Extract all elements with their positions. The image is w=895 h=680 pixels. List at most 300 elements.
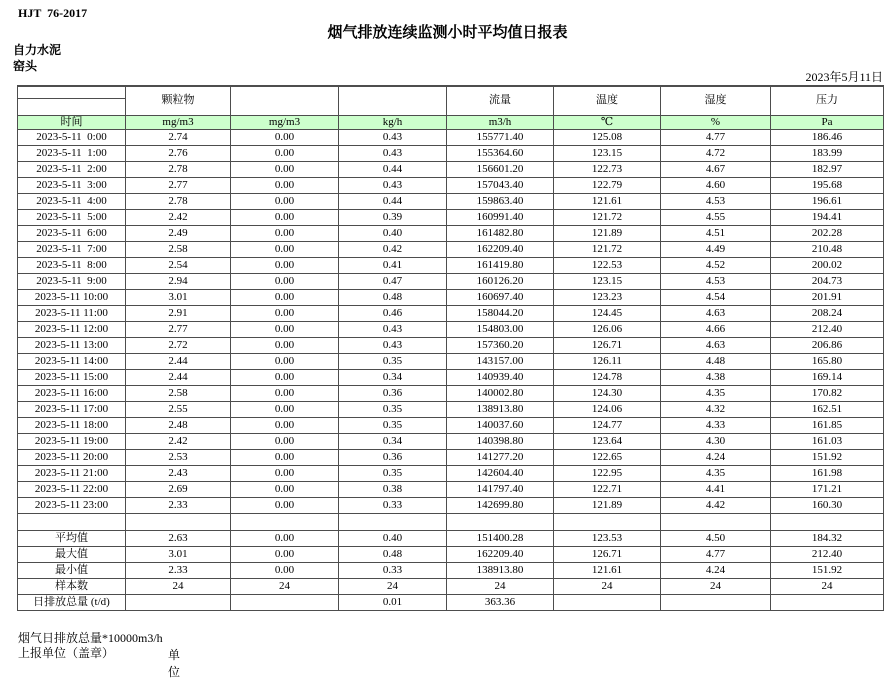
cell: 2.58: [126, 385, 231, 401]
column-header-temperature: 温度: [554, 86, 661, 115]
cell: 0.40: [339, 225, 447, 241]
table-row: [18, 161, 884, 177]
cell: 182.97: [771, 161, 884, 177]
unit-cell-time: 时间: [18, 115, 126, 129]
cell: 2023-5-11 10:00: [18, 289, 126, 305]
cell: 162209.40: [447, 546, 554, 562]
cell: 2023-5-11 14:00: [18, 353, 126, 369]
cell: 4.42: [661, 497, 771, 513]
cell: 2023-5-11 20:00: [18, 449, 126, 465]
cell: 140939.40: [447, 369, 554, 385]
report-unit-label: 上报单位（盖章）: [18, 646, 115, 660]
cell: 2.33: [126, 497, 231, 513]
cell: 123.15: [554, 273, 661, 289]
cell: 2023-5-11 8:00: [18, 257, 126, 273]
cell: 212.40: [771, 546, 884, 562]
cell: 0.00: [231, 289, 339, 305]
cell: [554, 594, 661, 610]
cell: 138913.80: [447, 562, 554, 578]
cell: 0.43: [339, 177, 447, 193]
cell: 2.63: [126, 530, 231, 546]
cell: 4.24: [661, 562, 771, 578]
table-row: [18, 353, 884, 369]
cell: 2023-5-11 7:00: [18, 241, 126, 257]
cell: 0.35: [339, 353, 447, 369]
table-row: [18, 177, 884, 193]
cell: 2023-5-11 18:00: [18, 417, 126, 433]
table-header: [18, 86, 884, 129]
cell: 4.77: [661, 546, 771, 562]
cell: 2.42: [126, 209, 231, 225]
cell: 170.82: [771, 385, 884, 401]
table-row: [18, 481, 884, 497]
cell: 2.48: [126, 417, 231, 433]
cell: 0.00: [231, 433, 339, 449]
cell: 4.35: [661, 385, 771, 401]
cell: 0.00: [231, 337, 339, 353]
unit-row: [18, 115, 884, 129]
cell: 0.33: [339, 497, 447, 513]
summary-row: [18, 562, 884, 578]
cell: 4.72: [661, 145, 771, 161]
cell: 123.64: [554, 433, 661, 449]
cell: 0.00: [231, 562, 339, 578]
summary-row: [18, 578, 884, 594]
cell: 日排放总量 (t/d): [18, 594, 126, 610]
table-row: [18, 417, 884, 433]
cell: 201.91: [771, 289, 884, 305]
cell: 140398.80: [447, 433, 554, 449]
cell: 24: [447, 578, 554, 594]
cell: 162209.40: [447, 241, 554, 257]
cell: 125.08: [554, 129, 661, 145]
cell: [339, 513, 447, 530]
header-row-top: [18, 86, 884, 98]
cell: 0.48: [339, 546, 447, 562]
cell: 0.44: [339, 193, 447, 209]
cell: 194.41: [771, 209, 884, 225]
cell: 4.33: [661, 417, 771, 433]
cell: 2023-5-11 19:00: [18, 433, 126, 449]
cell: 2.53: [126, 449, 231, 465]
cell: 212.40: [771, 321, 884, 337]
table-row: [18, 433, 884, 449]
unit-cell: kg/h: [339, 115, 447, 129]
table-row: [18, 337, 884, 353]
cell: 124.30: [554, 385, 661, 401]
cell: [661, 513, 771, 530]
cell: 143157.00: [447, 353, 554, 369]
cell: 0.48: [339, 289, 447, 305]
cell: 160126.20: [447, 273, 554, 289]
cell: [231, 594, 339, 610]
cell: 4.49: [661, 241, 771, 257]
table-row: [18, 385, 884, 401]
cell: 4.77: [661, 129, 771, 145]
cell: [661, 594, 771, 610]
cell: 206.86: [771, 337, 884, 353]
cell: [18, 513, 126, 530]
cell: 2023-5-11 23:00: [18, 497, 126, 513]
cell: [554, 513, 661, 530]
cell: 2.94: [126, 273, 231, 289]
unit-cell: ℃: [554, 115, 661, 129]
cell: [18, 86, 126, 98]
cell: [447, 513, 554, 530]
cell: 162.51: [771, 401, 884, 417]
column-header-particulate: 颗粒物: [126, 86, 231, 115]
cell: 0.34: [339, 369, 447, 385]
cell: 161482.80: [447, 225, 554, 241]
cell: 208.24: [771, 305, 884, 321]
cell: 165.80: [771, 353, 884, 369]
cell: 122.53: [554, 257, 661, 273]
cell: 122.79: [554, 177, 661, 193]
cell: 0.00: [231, 385, 339, 401]
cell: 4.51: [661, 225, 771, 241]
unit-cell: %: [661, 115, 771, 129]
cell: 186.46: [771, 129, 884, 145]
cell: 0.00: [231, 257, 339, 273]
unit-cell: Pa: [771, 115, 884, 129]
cell: 4.24: [661, 449, 771, 465]
cell: [231, 513, 339, 530]
cell: 2.72: [126, 337, 231, 353]
cell: 160.30: [771, 497, 884, 513]
cell: 161.85: [771, 417, 884, 433]
cell: 200.02: [771, 257, 884, 273]
cell: 0.43: [339, 145, 447, 161]
cell: 2023-5-11 9:00: [18, 273, 126, 289]
cell: 0.00: [231, 129, 339, 145]
cell: 3.01: [126, 289, 231, 305]
cell: 154803.00: [447, 321, 554, 337]
cell: 159863.40: [447, 193, 554, 209]
cell: 2.54: [126, 257, 231, 273]
cell: [126, 594, 231, 610]
table-row: [18, 193, 884, 209]
cell: 4.48: [661, 353, 771, 369]
cell: 0.00: [231, 273, 339, 289]
cell: 2023-5-11 17:00: [18, 401, 126, 417]
cell: 0.00: [231, 449, 339, 465]
cell: 157043.40: [447, 177, 554, 193]
cell: 0.00: [231, 177, 339, 193]
cell: 0.00: [231, 161, 339, 177]
cell: 2.77: [126, 177, 231, 193]
cell: 210.48: [771, 241, 884, 257]
cell: 2023-5-11 16:00: [18, 385, 126, 401]
cell: 4.35: [661, 465, 771, 481]
cell: 2023-5-11 6:00: [18, 225, 126, 241]
cell: 2023-5-11 12:00: [18, 321, 126, 337]
cell: 169.14: [771, 369, 884, 385]
cell: 2.76: [126, 145, 231, 161]
cell: 202.28: [771, 225, 884, 241]
cell: 161419.80: [447, 257, 554, 273]
cell: 160991.40: [447, 209, 554, 225]
cell: 2.78: [126, 161, 231, 177]
cell: 171.21: [771, 481, 884, 497]
summary-rows: [18, 513, 884, 610]
cell: 24: [339, 578, 447, 594]
spacer-row: [18, 513, 884, 530]
cell: [771, 594, 884, 610]
table-row: [18, 401, 884, 417]
cell: 140037.60: [447, 417, 554, 433]
table-row: [18, 369, 884, 385]
cell: 24: [771, 578, 884, 594]
cell: 4.55: [661, 209, 771, 225]
cell: 2023-5-11 3:00: [18, 177, 126, 193]
cell: 126.11: [554, 353, 661, 369]
unit-cell: mg/m3: [231, 115, 339, 129]
table-row: [18, 449, 884, 465]
cell: 155364.60: [447, 145, 554, 161]
summary-row: [18, 594, 884, 610]
cell: 0.00: [231, 209, 339, 225]
cell: 0.33: [339, 562, 447, 578]
cell: 0.35: [339, 465, 447, 481]
cell: 24: [661, 578, 771, 594]
cell: 122.73: [554, 161, 661, 177]
cell: 124.45: [554, 305, 661, 321]
cell: 0.00: [231, 465, 339, 481]
cell: 126.71: [554, 337, 661, 353]
cell: 0.38: [339, 481, 447, 497]
cell: 151400.28: [447, 530, 554, 546]
cell: 0.35: [339, 401, 447, 417]
cell: 0.00: [231, 401, 339, 417]
cell: 140002.80: [447, 385, 554, 401]
cell: 123.15: [554, 145, 661, 161]
table-row: [18, 225, 884, 241]
cell: 0.00: [231, 193, 339, 209]
cell: 4.38: [661, 369, 771, 385]
report-date: 2023年5月11日: [805, 70, 883, 84]
table-row: [18, 145, 884, 161]
cell: [771, 513, 884, 530]
footer-signature-line: [18, 644, 181, 679]
cell: 141277.20: [447, 449, 554, 465]
cell: 0.00: [231, 241, 339, 257]
cell: 2023-5-11 15:00: [18, 369, 126, 385]
cell: 124.06: [554, 401, 661, 417]
cell: 2.78: [126, 193, 231, 209]
cell: 121.89: [554, 225, 661, 241]
cell: 0.43: [339, 337, 447, 353]
unit-label: 单位: [168, 648, 181, 679]
cell: 2.43: [126, 465, 231, 481]
cell: 121.61: [554, 193, 661, 209]
cell: 196.61: [771, 193, 884, 209]
cell: 121.72: [554, 209, 661, 225]
cell: 161.03: [771, 433, 884, 449]
cell: 0.39: [339, 209, 447, 225]
cell: 156601.20: [447, 161, 554, 177]
table-row: [18, 321, 884, 337]
cell: 126.71: [554, 546, 661, 562]
table-row: [18, 129, 884, 145]
cell: 121.72: [554, 241, 661, 257]
cell: 142699.80: [447, 497, 554, 513]
cell: 142604.40: [447, 465, 554, 481]
cell: 4.30: [661, 433, 771, 449]
company-name: 自力水泥: [13, 43, 62, 57]
cell: 4.53: [661, 193, 771, 209]
cell: 4.41: [661, 481, 771, 497]
table-row: [18, 273, 884, 289]
cell: 195.68: [771, 177, 884, 193]
cell: 平均值: [18, 530, 126, 546]
cell: 0.35: [339, 417, 447, 433]
cell: 151.92: [771, 562, 884, 578]
cell: 3.01: [126, 546, 231, 562]
cell: 最大值: [18, 546, 126, 562]
cell: 0.00: [231, 321, 339, 337]
cell: 2.77: [126, 321, 231, 337]
cell: 2023-5-11 11:00: [18, 305, 126, 321]
cell: 183.99: [771, 145, 884, 161]
footer-note: 烟气日排放总量*10000m3/h: [18, 631, 163, 645]
cell: 0.00: [231, 225, 339, 241]
cell: 363.36: [447, 594, 554, 610]
cell: 2.49: [126, 225, 231, 241]
cell: 155771.40: [447, 129, 554, 145]
table-row: [18, 209, 884, 225]
cell: 0.00: [231, 497, 339, 513]
cell: 0.43: [339, 321, 447, 337]
cell: 4.32: [661, 401, 771, 417]
table-row: [18, 241, 884, 257]
cell: 4.60: [661, 177, 771, 193]
report-table: [17, 85, 884, 611]
table-row: [18, 305, 884, 321]
cell: 122.95: [554, 465, 661, 481]
cell: 122.71: [554, 481, 661, 497]
cell: 2.33: [126, 562, 231, 578]
cell: 24: [126, 578, 231, 594]
cell: 2023-5-11 4:00: [18, 193, 126, 209]
cell: 158044.20: [447, 305, 554, 321]
cell: 0.00: [231, 145, 339, 161]
cell: 160697.40: [447, 289, 554, 305]
cell: 0.34: [339, 433, 447, 449]
cell: 样本数: [18, 578, 126, 594]
cell: 0.00: [231, 546, 339, 562]
cell: 2.58: [126, 241, 231, 257]
cell: 0.46: [339, 305, 447, 321]
cell: 2.44: [126, 369, 231, 385]
cell: 0.01: [339, 594, 447, 610]
cell: 123.53: [554, 530, 661, 546]
cell: 121.89: [554, 497, 661, 513]
cell: 124.77: [554, 417, 661, 433]
cell: 最小值: [18, 562, 126, 578]
cell: 2023-5-11 22:00: [18, 481, 126, 497]
cell: 2.55: [126, 401, 231, 417]
summary-row: [18, 530, 884, 546]
cell: 2023-5-11 0:00: [18, 129, 126, 145]
cell: 2023-5-11 21:00: [18, 465, 126, 481]
cell: 4.52: [661, 257, 771, 273]
cell: 0.00: [231, 369, 339, 385]
cell: 161.98: [771, 465, 884, 481]
cell: 2.91: [126, 305, 231, 321]
column-header-humidity: 湿度: [661, 86, 771, 115]
cell: 122.65: [554, 449, 661, 465]
summary-row: [18, 546, 884, 562]
table-row: [18, 257, 884, 273]
column-header-blank-2: [339, 86, 447, 115]
cell: 2023-5-11 1:00: [18, 145, 126, 161]
table-row: [18, 497, 884, 513]
cell: 151.92: [771, 449, 884, 465]
cell: 0.41: [339, 257, 447, 273]
cell: 4.63: [661, 305, 771, 321]
cell: 0.36: [339, 385, 447, 401]
cell: 126.06: [554, 321, 661, 337]
cell: 2.69: [126, 481, 231, 497]
cell: 4.53: [661, 273, 771, 289]
cell: 138913.80: [447, 401, 554, 417]
data-rows: [18, 129, 884, 513]
cell: [18, 98, 126, 115]
column-header-flow: 流量: [447, 86, 554, 115]
cell: 0.00: [231, 353, 339, 369]
cell: 123.23: [554, 289, 661, 305]
cell: 2.44: [126, 353, 231, 369]
cell: 2023-5-11 5:00: [18, 209, 126, 225]
cell: 2.42: [126, 433, 231, 449]
cell: 0.00: [231, 417, 339, 433]
cell: 204.73: [771, 273, 884, 289]
cell: 0.47: [339, 273, 447, 289]
cell: 2.74: [126, 129, 231, 145]
cell: 4.50: [661, 530, 771, 546]
cell: 0.44: [339, 161, 447, 177]
cell: 4.66: [661, 321, 771, 337]
column-header-blank-1: [231, 86, 339, 115]
cell: 4.63: [661, 337, 771, 353]
cell: 124.78: [554, 369, 661, 385]
cell: 2023-5-11 2:00: [18, 161, 126, 177]
page-title: 烟气排放连续监测小时平均值日报表: [327, 25, 568, 41]
unit-cell: m3/h: [447, 115, 554, 129]
cell: 141797.40: [447, 481, 554, 497]
cell: 184.32: [771, 530, 884, 546]
cell: 0.40: [339, 530, 447, 546]
cell: 24: [231, 578, 339, 594]
unit-cell: mg/m3: [126, 115, 231, 129]
cell: 121.61: [554, 562, 661, 578]
table-row: [18, 289, 884, 305]
doc-code: HJT 76-2017: [18, 6, 88, 20]
cell: 4.54: [661, 289, 771, 305]
column-header-pressure: 压力: [771, 86, 884, 115]
cell: 0.00: [231, 305, 339, 321]
cell: 157360.20: [447, 337, 554, 353]
cell: 24: [554, 578, 661, 594]
cell: 0.00: [231, 481, 339, 497]
cell: 0.42: [339, 241, 447, 257]
cell: [126, 513, 231, 530]
cell: 0.36: [339, 449, 447, 465]
station-name: 窑头: [13, 59, 38, 73]
cell: 2023-5-11 13:00: [18, 337, 126, 353]
cell: 4.67: [661, 161, 771, 177]
table-row: [18, 465, 884, 481]
